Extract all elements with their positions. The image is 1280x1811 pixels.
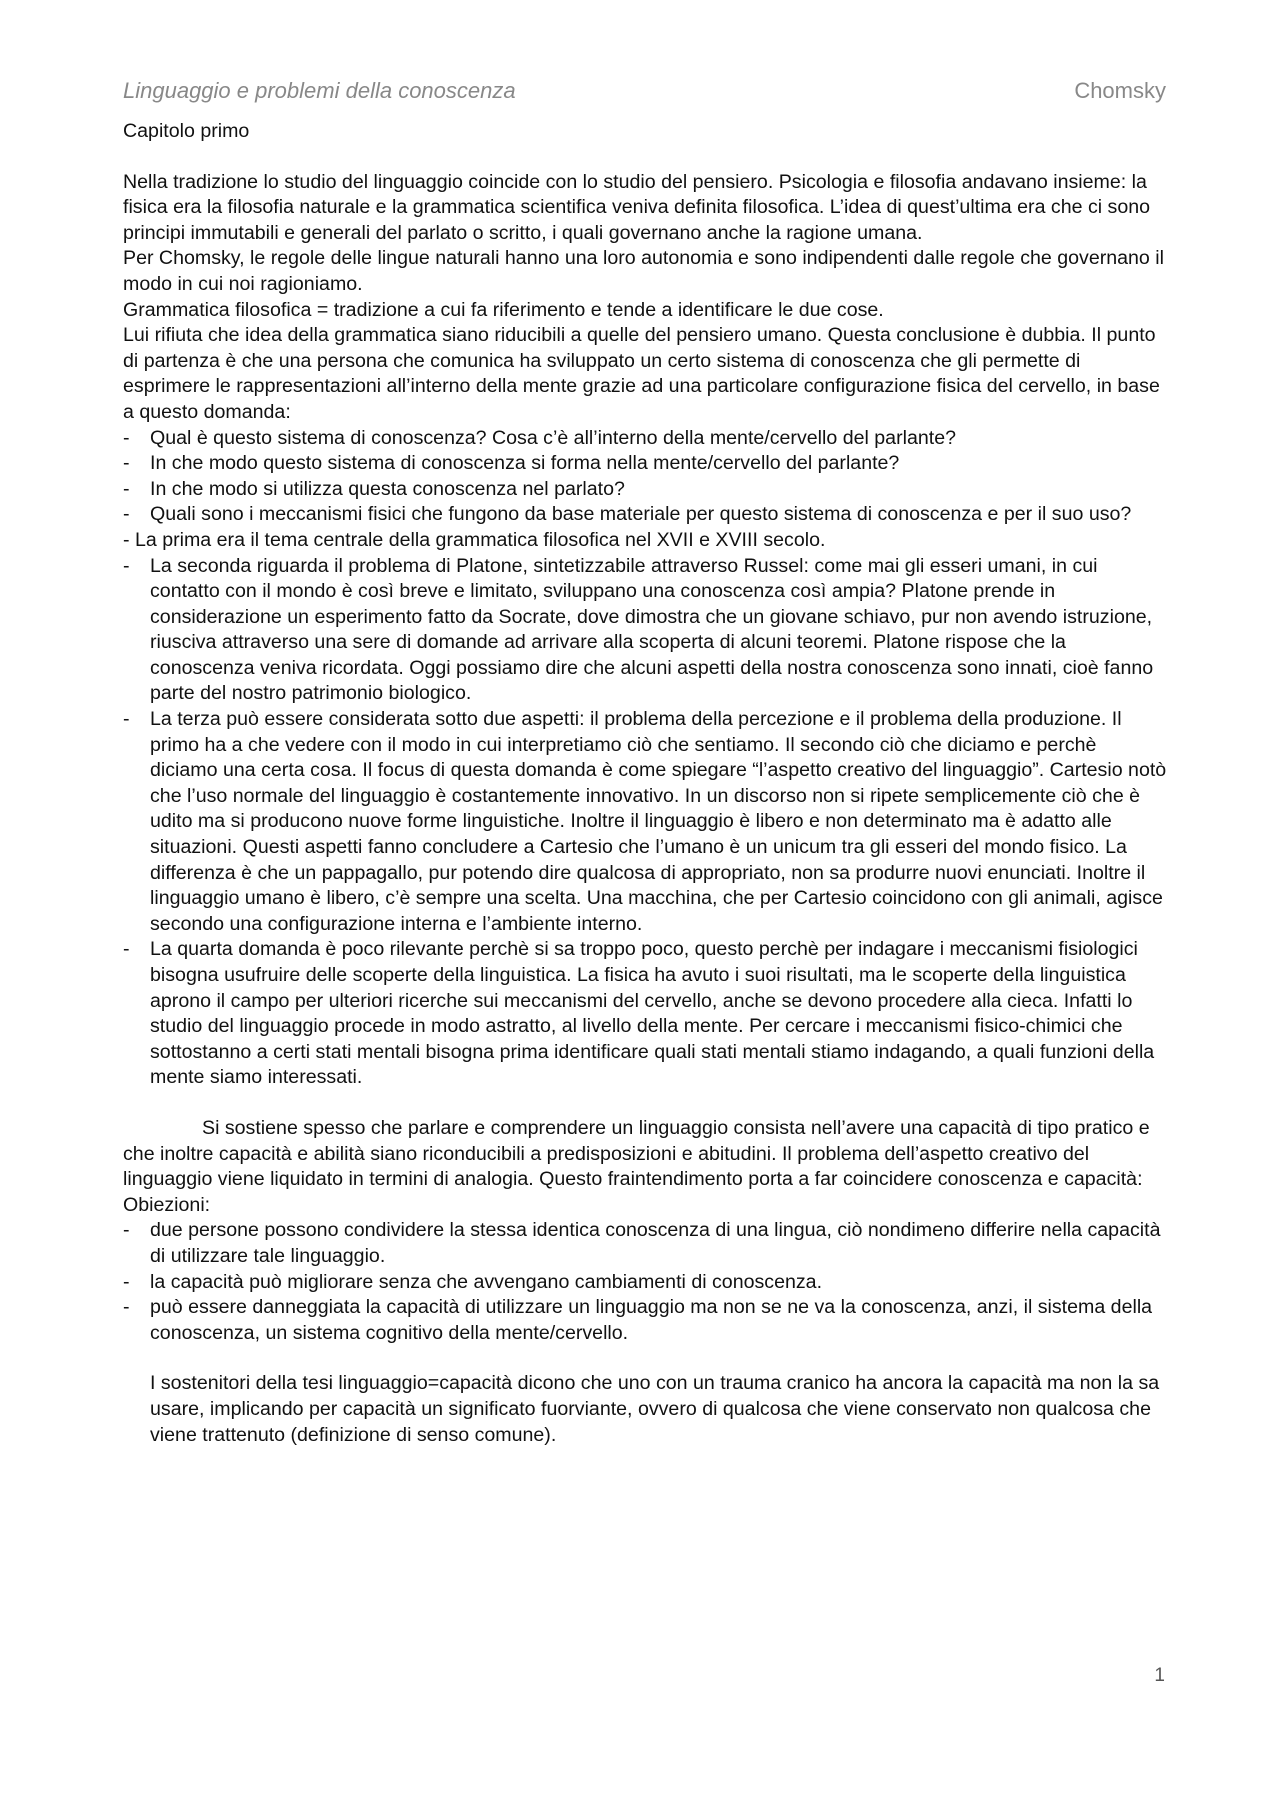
bullet-dash: - xyxy=(123,708,130,731)
objection-item xyxy=(123,1270,1168,1296)
paragraph: Per Chomsky, le regole delle lingue naturali hanno una loro autonomia e sono indipendenti dalle regole che governano il modo in cui noi ragioniamo. xyxy=(123,247,1164,295)
answer-text: La terza può essere considerata sotto due aspetti: il problema della percezione e il problema della produzione. Il primo ha a che vedere con il modo in cui interpretiamo ciò che sentiamo. Il secondo ciò che diciamo e perchè diciamo una certa cosa. Il focus di questa domanda è come spiegare “l’aspetto creativo del linguaggio”. Cartesio notò che l’uso normale del linguaggio è costantemente innovativo. In un discorso non si ripete semplicemente ciò che è udito ma si producono nuove forme linguistiche. Inoltre il linguaggio è libero e non determinato ma è adatto alle situazioni. Questi aspetti fanno concludere a Cartesio che l’umano è un unicum tra gli esseri del mondo fisico. La differenza è che un pappagallo, pur potendo dire qualcosa di appropriato, non sa produrre nuovi enunciati. Inoltre il linguaggio umano è libero, c’è sempre una scelta. Una macchina, che per Cartesio coincidono con gli animali, agisce secondo una configurazione interna e l’ambiente interno. xyxy=(150,708,1167,935)
objection-item xyxy=(123,1295,1168,1346)
objection-text: la capacità può migliorare senza che avvengano cambiamenti di conoscenza. xyxy=(150,1270,823,1293)
question-text: Qual è questo sistema di conoscenza? Cosa c’è all’interno della mente/cervello del parlante? xyxy=(150,426,956,449)
running-author: Chomsky xyxy=(1074,78,1166,103)
paragraph: Nella tradizione lo studio del linguaggio coincide con lo studio del pensiero. Psicologia e filosofia andavano insieme: la fisica era la filosofia naturale e la grammatica scientifica veniva definita filosofica. L’idea di quest’ultima era che ci sono principi immutabili e generali del parlato o scritto, i quali governano anche la ragione umana. xyxy=(123,170,1151,244)
objection-item xyxy=(123,1218,1168,1269)
answer-item xyxy=(123,937,1168,1091)
bullet-dash: - xyxy=(123,503,130,526)
question-text: In che modo questo sistema di conoscenza si forma nella mente/cervello del parlante? xyxy=(150,452,900,475)
bullet-dash: - xyxy=(123,426,130,449)
question-text: Quali sono i meccanismi fisici che fungono da base materiale per questo sistema di conoscenza e per il suo uso? xyxy=(150,503,1132,526)
bullet-dash: - xyxy=(123,477,130,500)
running-title: Linguaggio e problemi della conoscenza xyxy=(123,78,516,103)
answer-text: La quarta domanda è poco rilevante perchè si sa troppo poco, questo perchè per indagare i meccanismi fisiologici bisogna usufruire delle scoperte della linguistica. La fisica ha avuto i suoi risultati, ma le scoperte della linguistica aprono il campo per ulteriori ricerche sui meccanismi del cervello, anche se devono procedere alla cieca. Infatti lo studio del linguaggio procede in modo astratto, al livello della mente. Per cercare i meccanismi fisico-chimici che sottostanno a certi stati mentali bisogna prima identificare quali stati mentali stiamo indagando, a quali funzioni della mente siamo interessati. xyxy=(150,938,1155,1089)
bullet-dash: - xyxy=(123,1296,130,1319)
bullet-dash: - xyxy=(123,554,130,577)
bullet-dash: - xyxy=(123,938,130,961)
objection-text: può essere danneggiata la capacità di utilizzare un linguaggio ma non se ne va la conoscenza, anzi, il sistema della conoscenza, un sistema cognitivo della mente/cervello. xyxy=(150,1296,1153,1344)
page-number: 1 xyxy=(1154,1665,1165,1686)
objections-heading: Obiezioni: xyxy=(123,1193,211,1216)
bullet-dash: - xyxy=(123,1219,130,1242)
first-answer: - La prima era il tema centrale della grammatica filosofica nel XVII e XVIII secolo. xyxy=(123,528,826,551)
paragraph: Si sostiene spesso che parlare e comprendere un linguaggio consista nell’avere una capacità di tipo pratico e che inoltre capacità e abilità siano riconducibili a predisposizioni e abitudini. Il problema dell’aspetto creativo del linguaggio viene liquidato in termini di analogia. Questo fraintendimento porta a far coincidere conoscenza e capacità: xyxy=(123,1116,1150,1191)
question-item xyxy=(123,477,1168,503)
question-item xyxy=(123,426,1168,452)
bullet-dash: - xyxy=(123,452,130,475)
paragraph: Grammatica filosofica = tradizione a cui fa riferimento e tende a identificare le due cose. xyxy=(123,298,884,321)
question-item xyxy=(123,502,1168,528)
answer-item xyxy=(123,554,1168,708)
document-body xyxy=(123,119,1168,1448)
objection-text: due persone possono condividere la stessa identica conoscenza di una lingua, ciò nondimeno differire nella capacità di utilizzare tale linguaggio. xyxy=(150,1219,1161,1267)
answer-text: La seconda riguarda il problema di Platone, sintetizzabile attraverso Russel: come mai gli esseri umani, in cui contatto con il mondo è così breve e limitato, sviluppano una conoscenza così ampia? Platone prende in considerazione un esperimento fatto da Socrate, dove dimostra che un giovane schiavo, pur non avendo istruzione, riusciva attraverso una sere di domande ad arrivare alla scoperta di alcuni teoremi. Platone rispose che la conoscenza veniva ricordata. Oggi possiamo dire che alcuni aspetti della nostra conoscenza sono innati, cioè fanno parte del nostro patrimonio biologico. xyxy=(150,554,1154,705)
answer-item xyxy=(123,707,1168,937)
question-text: In che modo si utilizza questa conoscenza nel parlato? xyxy=(150,477,625,500)
paragraph: Lui rifiuta che idea della grammatica siano riducibili a quelle del pensiero umano. Questa conclusione è dubbia. Il punto di partenza è che una persona che comunica ha sviluppato un certo sistema di conoscenza che gli permette di esprimere le rappresentazioni all’interno della mente grazie ad una particolare configurazione fisica del cervello, in base a questo domanda: xyxy=(123,324,1160,423)
question-item xyxy=(123,451,1168,477)
chapter-heading: Capitolo primo xyxy=(123,120,250,142)
bullet-dash: - xyxy=(123,1270,130,1293)
closing-paragraph: I sostenitori della tesi linguaggio=capacità dicono che uno con un trauma cranico ha ancora la capacità ma non la sa usare, implicando per capacità un significato fuorviante, ovvero di qualcosa che viene conservato non qualcosa che viene trattenuto (definizione di senso comune). xyxy=(150,1372,1160,1446)
